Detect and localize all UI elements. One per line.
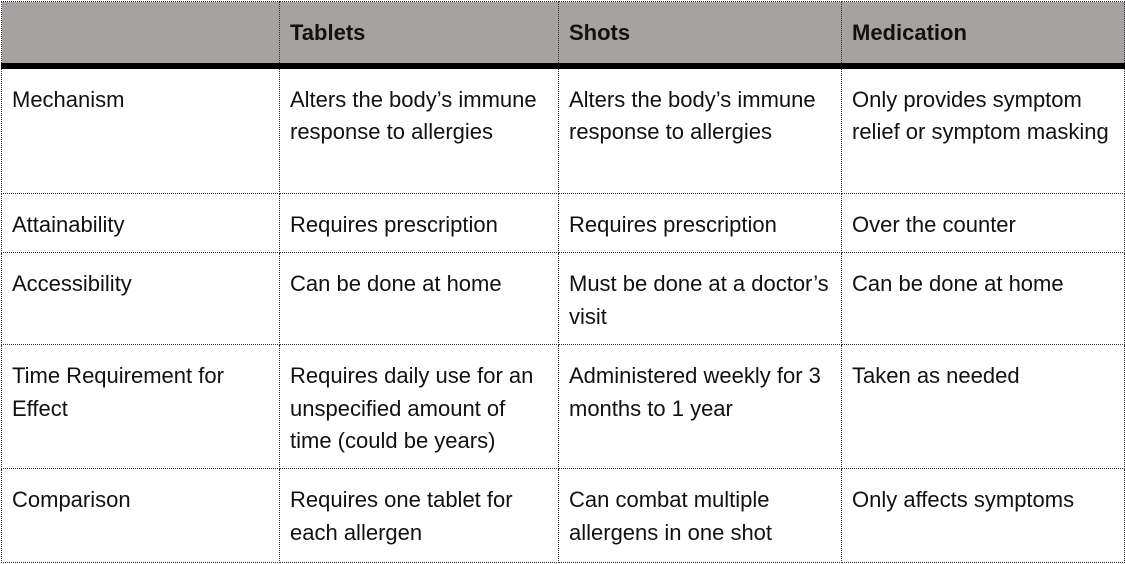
table-row xyxy=(2,469,1125,563)
cell-tablets: Requires daily use for an unspecified amount of time (could be years) xyxy=(280,345,559,469)
header-row xyxy=(2,2,1125,66)
table-header xyxy=(2,2,1125,66)
table-row xyxy=(2,66,1125,194)
header-cell-medication: Medication xyxy=(842,2,1125,66)
comparison-table-container xyxy=(0,1,1125,564)
row-label-accessibility: Accessibility xyxy=(2,253,280,345)
header-cell-shots: Shots xyxy=(559,2,842,66)
cell-tablets: Alters the body’s immune response to allergies xyxy=(280,66,559,194)
row-label-comparison: Comparison xyxy=(2,469,280,563)
cell-medication: Only affects symptoms xyxy=(842,469,1125,563)
cell-shots: Can combat multiple allergens in one shot xyxy=(559,469,842,563)
table-row xyxy=(2,194,1125,253)
cell-shots: Alters the body’s immune response to allergies xyxy=(559,66,842,194)
cell-tablets: Requires one tablet for each allergen xyxy=(280,469,559,563)
cell-shots: Must be done at a doctor’s visit xyxy=(559,253,842,345)
cell-medication: Over the counter xyxy=(842,194,1125,253)
cell-tablets: Requires prescription xyxy=(280,194,559,253)
table-row xyxy=(2,253,1125,345)
header-cell-empty xyxy=(2,2,280,66)
cell-tablets: Can be done at home xyxy=(280,253,559,345)
header-cell-tablets: Tablets xyxy=(280,2,559,66)
cell-medication: Taken as needed xyxy=(842,345,1125,469)
cell-medication: Can be done at home xyxy=(842,253,1125,345)
row-label-attainability: Attainability xyxy=(2,194,280,253)
cell-shots: Administered weekly for 3 months to 1 year xyxy=(559,345,842,469)
row-label-mechanism: Mechanism xyxy=(2,66,280,194)
cell-medication: Only provides symptom relief or symptom masking xyxy=(842,66,1125,194)
cell-shots: Requires prescription xyxy=(559,194,842,253)
table-row xyxy=(2,345,1125,469)
row-label-time-requirement: Time Requirement for Effect xyxy=(2,345,280,469)
comparison-table xyxy=(1,1,1125,563)
table-body xyxy=(2,66,1125,563)
